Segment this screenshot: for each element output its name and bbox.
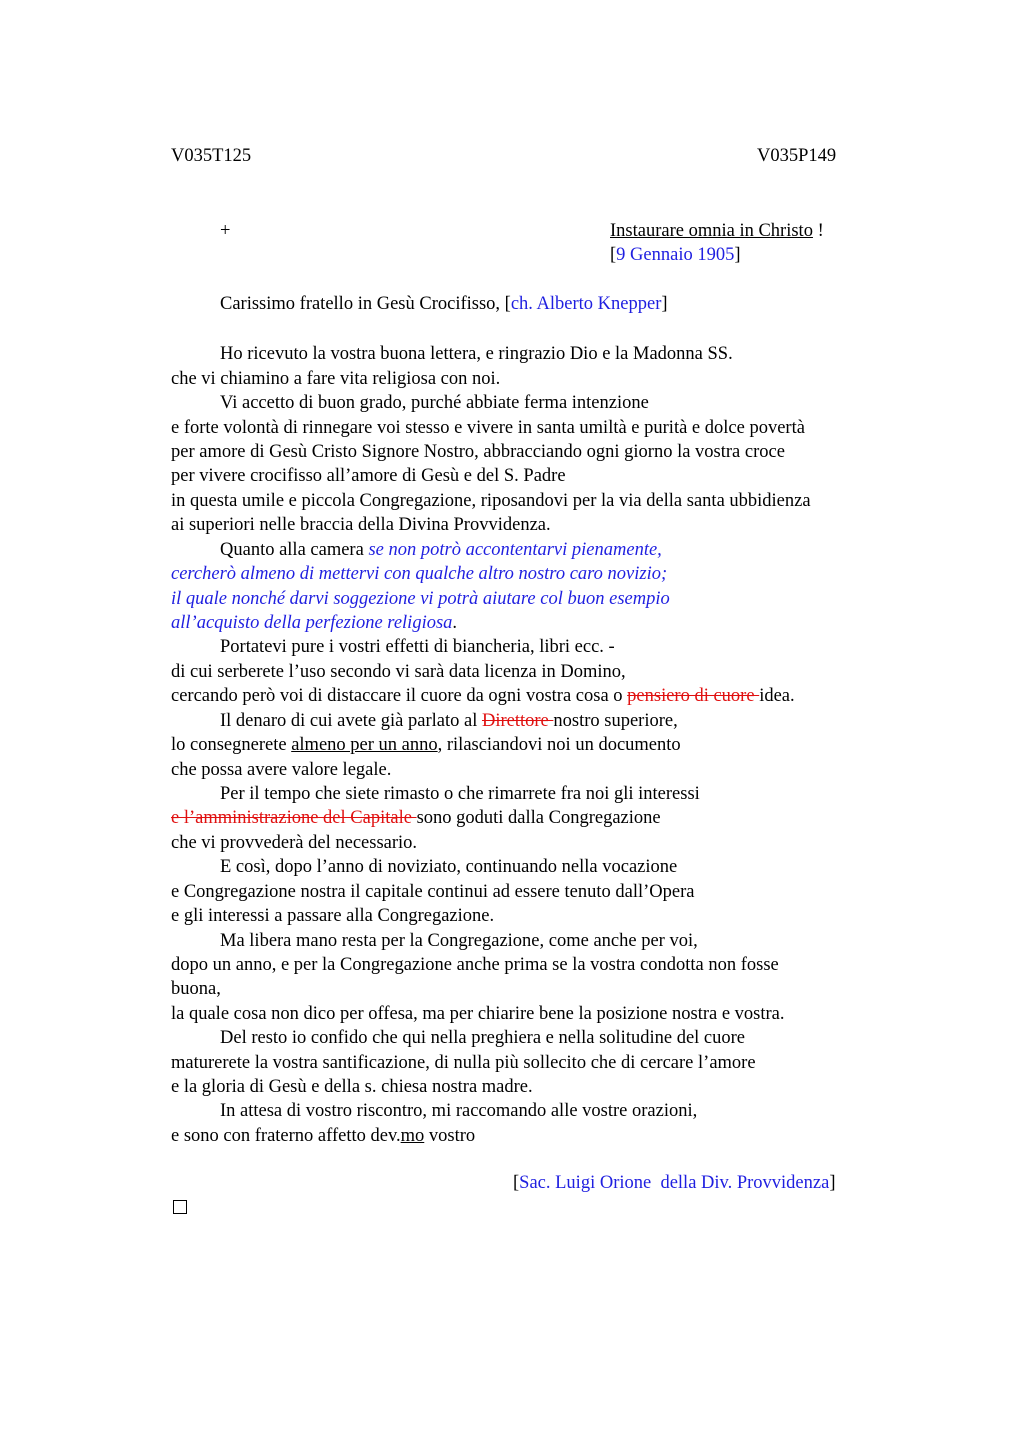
body-line: Portatevi pure i vostri effetti di biancheria, libri ecc. - [220,637,615,657]
annotated-line: cercherò almeno di mettervi con qualche altro nostro caro novizio; [171,564,668,584]
body-text: idea. [759,686,795,706]
body-line: In attesa di vostro riscontro, mi raccomando alle vostre orazioni, [220,1101,698,1121]
end-marker-box [173,1200,187,1214]
recipient-name: ch. Alberto Knepper [510,294,662,314]
body-line [220,538,662,562]
body-line [171,611,457,635]
annotated-text: all’acquisto della perfezione religiosa [171,613,453,633]
body-line: in questa umile e piccola Congregazione, riposandovi per la via della santa ubbidienza [171,491,811,511]
bracket-open: [ [504,294,511,314]
bracket-close: ] [829,1173,836,1193]
bracket-open: [ [513,1173,520,1193]
date-line [610,245,741,266]
body-text: , rilasciandovi noi un documento [437,735,681,755]
document-code-left: V035T125 [171,146,252,166]
body-line: che vi chiamino a fare vita religiosa con noi. [171,369,501,389]
body-line: che possa avere valore legale. [171,760,392,780]
motto-text: Instaurare omnia in Christo [610,221,813,241]
body-line: maturerete la vostra santificazione, di nulla più sollecito che di cercare l’amore [171,1053,756,1073]
bracket-close: ] [661,294,668,314]
signature [513,1173,835,1194]
annotated-line: il quale nonché darvi soggezione vi potrà aiutare col buon esempio [171,589,670,609]
body-line: Del resto io confido che qui nella preghiera e nella solitudine del cuore [220,1028,746,1048]
struck-text: pensiero di cuore [627,686,760,706]
underlined-text: almeno per un anno [291,735,438,755]
body-line [171,684,795,708]
bracket-open: [ [610,245,617,265]
body-line: dopo un anno, e per la Congregazione anche prima se la vostra condotta non fosse [171,955,779,975]
body-line: ai superiori nelle braccia della Divina Provvidenza. [171,515,551,535]
body-line: di cui serberete l’uso secondo vi sarà data licenza in Domino, [171,662,626,682]
underlined-text: mo [400,1126,425,1146]
body-text: sono goduti dalla Congregazione [416,808,661,828]
body-line: Ma libera mano resta per la Congregazione, come anche per voi, [220,931,698,951]
body-line: E così, dopo l’anno di noviziato, continuando nella vocazione [220,857,678,877]
body-text: cercando però voi di distaccare il cuore da ogni vostra cosa o [171,686,628,706]
body-line: la quale cosa non dico per offesa, ma per chiarire bene la posizione nostra e vostra. [171,1004,785,1024]
body-line: per vivere crocifisso all’amore di Gesù e del S. Padre [171,466,566,486]
bracket-close: ] [734,245,741,265]
struck-text: Direttore [481,711,554,731]
body-line: e gli interessi a passare alla Congregazione. [171,906,495,926]
body-line: Ho ricevuto la vostra buona lettera, e ringrazio Dio e la Madonna SS. [220,344,733,364]
salutation-text: Carissimo fratello in Gesù Crocifisso, [220,294,505,314]
body-line [171,733,681,757]
annotated-text: se non potrò accontentarvi pienamente, [368,540,662,560]
body-text: lo consegnerete [171,735,292,755]
body-line: e Congregazione nostra il capitale continui ad essere tenuto dall’Opera [171,882,695,902]
body-text: Il denaro di cui avete già parlato al [220,711,482,731]
body-line: e forte volontà di rinnegare voi stesso e vivere in santa umiltà e purità e dolce povertà [171,418,805,438]
body-line: buona, [171,979,221,999]
body-text: . [452,613,458,633]
body-line: e la gloria di Gesù e della s. chiesa nostra madre. [171,1077,533,1097]
document-code-right: V035P149 [757,146,837,166]
cross-symbol: + [220,221,231,241]
body-text: Quanto alla camera [220,540,369,560]
body-line [220,709,678,733]
body-text: e sono con fraterno affetto dev. [171,1126,401,1146]
body-line: Vi accetto di buon grado, purché abbiate ferma intenzione [220,393,649,413]
salutation [220,294,668,315]
body-line [171,1124,475,1148]
body-text: nostro superiore, [553,711,678,731]
body-text: vostro [424,1126,476,1146]
letter-date: 9 Gennaio 1905 [616,245,735,265]
body-line [171,806,661,830]
body-line: Per il tempo che siete rimasto o che rimarrete fra noi gli interessi [220,784,700,804]
body-line: per amore di Gesù Cristo Signore Nostro, abbracciando ogni giorno la vostra croce [171,442,785,462]
motto [610,221,824,242]
struck-text: e l’amministrazione del Capitale [171,808,417,828]
motto-punct: ! [812,221,824,241]
body-line: che vi provvederà del necessario. [171,833,418,853]
signature-name: Sac. Luigi Orione della Div. Provvidenza [519,1173,830,1193]
